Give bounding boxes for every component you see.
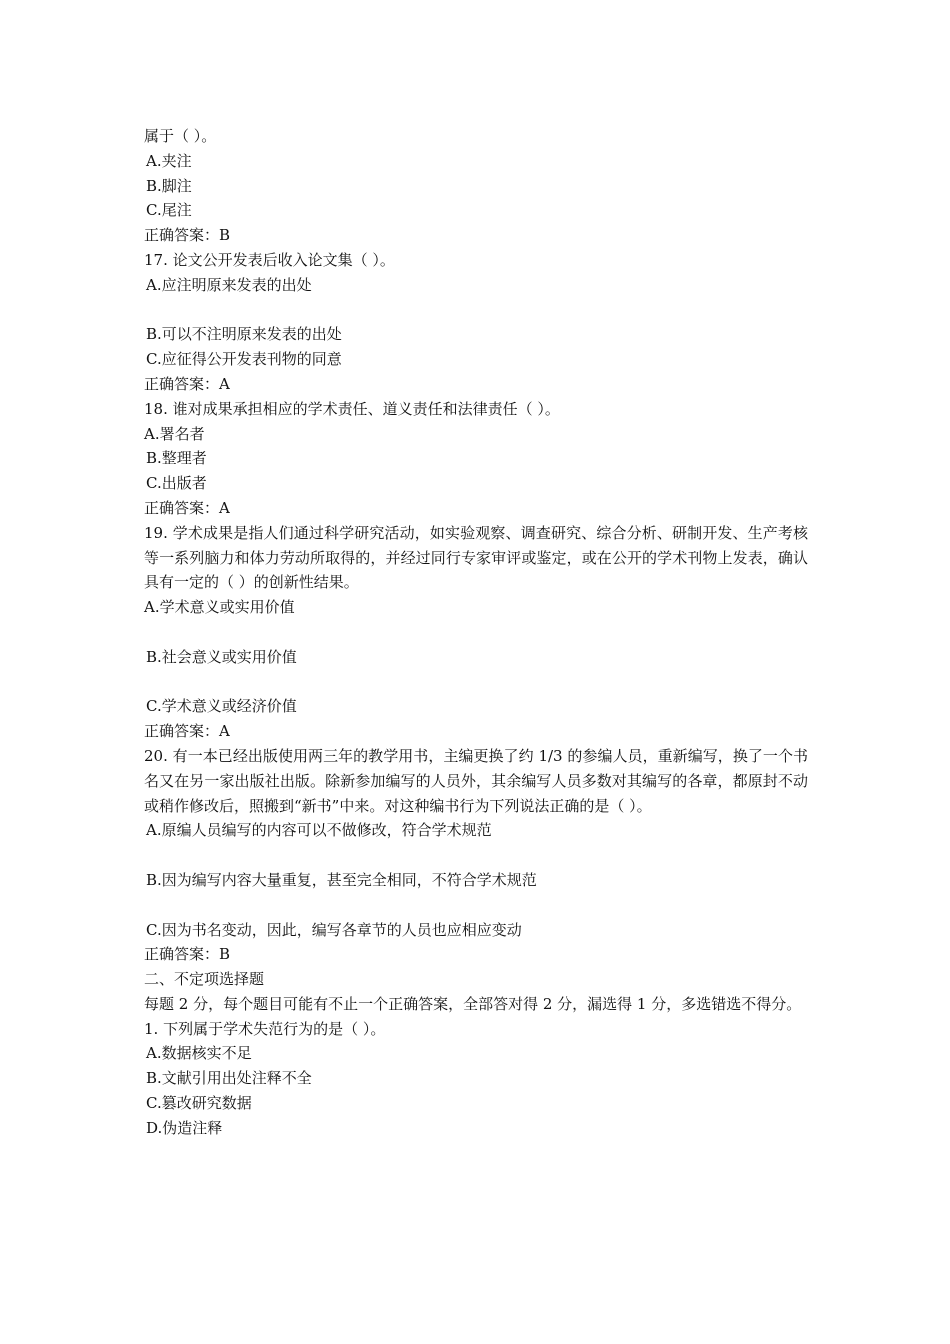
question-18: 18. 谁对成果承担相应的学术责任、道义责任和法律责任（ ）。 <box>144 399 560 418</box>
question-19: 19. 学术成果是指人们通过科学研究活动，如实验观察、调查研究、综合分析、研制开发、生产考核等一系列脑力和体力劳动所取得的，并经过同行专家审评或鉴定，或在公开的学术刊物上发表，确认具有一定的（ ）的创新性结果。 <box>144 523 808 592</box>
question-20-option-c: C.因为书名变动，因此，编写各章节的人员也应相应变动 <box>146 920 522 939</box>
question-19-option-a: A.学术意义或实用价值 <box>144 598 295 617</box>
blank-line <box>144 620 808 645</box>
question-16-answer: 正确答案：B <box>144 226 231 245</box>
question-20-answer: 正确答案：B <box>144 945 231 964</box>
multi-question-1: 1. 下列属于学术失范行为的是（ ）。 <box>144 1019 386 1038</box>
multi-question-1-option-c: C.篡改研究数据 <box>146 1094 252 1113</box>
question-20: 20. 有一本已经出版使用两三年的教学用书，主编更换了约 1/3 的参编人员，重新编写，换了一个书名又在另一家出版社出版。除新参加编写的人员外，其余编写人员多数对其编写的各章，都原封不动或稍作修改后，照搬到“新书”中来。对这种编书行为下列说法正确的是（ ）。 <box>144 746 808 815</box>
question-16-tail: 属于（ ）。 <box>144 127 217 145</box>
question-17-option-c: C.应征得公开发表刊物的同意 <box>146 350 342 369</box>
question-17: 17. 论文公开发表后收入论文集（ ）。 <box>144 250 395 269</box>
blank-line <box>144 670 808 695</box>
blank-line <box>144 843 808 868</box>
question-19-option-b: B.社会意义或实用价值 <box>146 647 297 666</box>
question-17-option-b: B.可以不注明原来发表的出处 <box>146 325 342 344</box>
question-16-option-b: B.脚注 <box>146 176 192 195</box>
question-16-option-a: A.夹注 <box>146 151 192 170</box>
section-heading: 二、不定项选择题 <box>144 970 265 989</box>
document-content <box>144 124 808 1141</box>
blank-line <box>144 893 808 918</box>
multi-question-1-option-a: A.数据核实不足 <box>146 1044 252 1063</box>
question-20-option-a: A.原编人员编写的内容可以不做修改，符合学术规范 <box>146 821 492 840</box>
question-18-option-c: C.出版者 <box>146 474 207 493</box>
multi-question-1-option-d: D.伪造注释 <box>146 1118 223 1137</box>
multi-question-1-option-b: B.文献引用出处注释不全 <box>146 1069 312 1088</box>
question-16-option-c: C.尾注 <box>146 201 192 220</box>
question-18-answer: 正确答案：A <box>144 498 230 517</box>
question-19-answer: 正确答案：A <box>144 722 230 741</box>
question-17-option-a: A.应注明原来发表的出处 <box>146 275 312 294</box>
question-20-option-b: B.因为编写内容大量重复，甚至完全相同，不符合学术规范 <box>146 870 537 889</box>
section-description: 每题 2 分，每个题目可能有不止一个正确答案，全部答对得 2 分，漏选得 1 分，多选错选不得分。 <box>144 994 802 1013</box>
question-19-option-c: C.学术意义或经济价值 <box>146 697 297 716</box>
question-18-option-b: B.整理者 <box>146 449 207 468</box>
question-18-option-a: A.署名者 <box>144 424 205 443</box>
blank-line <box>144 298 808 323</box>
question-17-answer: 正确答案：A <box>144 374 230 393</box>
